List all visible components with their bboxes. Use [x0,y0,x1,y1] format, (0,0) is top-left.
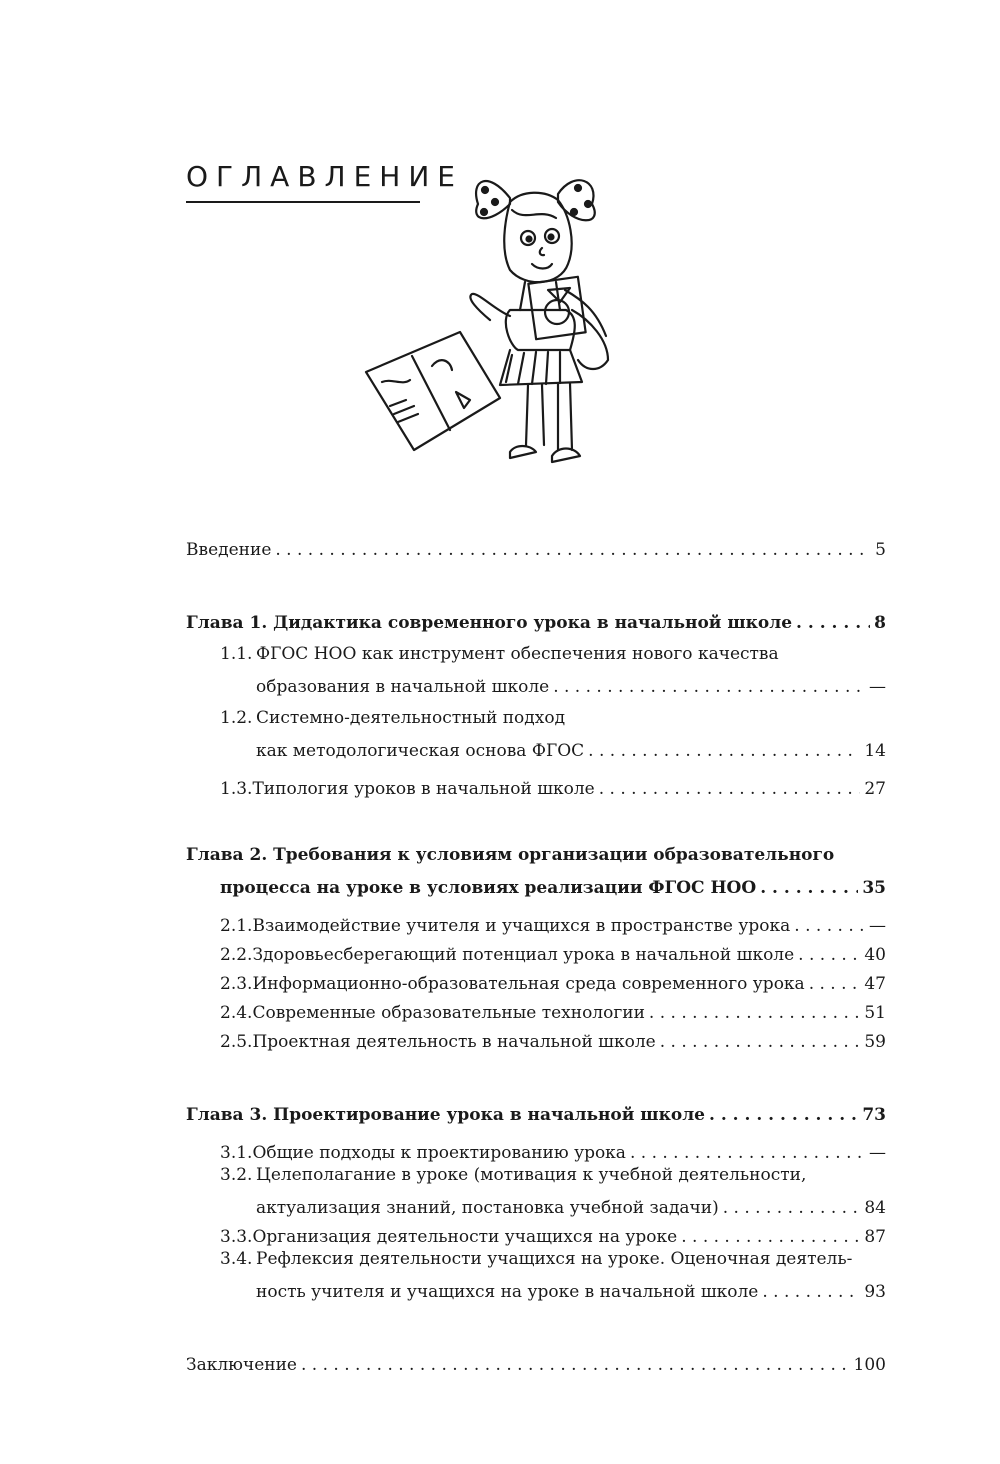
dot-leader [760,877,858,899]
toc-entry-1-2[interactable]: 1.2. Системно-деятельностный подход как методологическая основа ФГОС . . . 14 [186,707,886,762]
page-number: 27 [864,779,886,799]
dot-leader [809,973,861,995]
toc-entry-2-1[interactable]: 2.1. Взаимодействие учителя и учащихся в пространстве урока . . . — [186,908,886,937]
dot-leader [649,1002,860,1024]
page-number: 8 [874,613,886,633]
page-number: 5 [875,540,886,560]
toc-entry-chapter-3[interactable]: Глава 3. Проектирование урока в начальной школе . . . 73 [186,1097,886,1126]
dot-leader [301,1354,850,1376]
page-number: 87 [864,1227,886,1247]
page-number: — [869,916,886,936]
toc-entry-2-4[interactable]: 2.4. Современные образовательные технологии . . . 51 [186,995,886,1024]
toc-entry-conclusion[interactable]: Заключение . . . 100 [186,1347,886,1376]
dot-leader [796,612,870,634]
toc-entry-3-4[interactable]: 3.4. Рефлексия деятельности учащихся на уроке. Оценочная деятель- ность учителя и учащихся на уроке в начальной школе . . . 93 [186,1248,886,1303]
dot-leader [762,1281,860,1303]
toc-entry-2-3[interactable]: 2.3. Информационно-образовательная среда современного урока . . . 47 [186,966,886,995]
toc-entry-intro[interactable]: Введение . . . 5 [186,532,886,561]
page-number: 59 [864,1032,886,1052]
dot-leader [723,1197,861,1219]
page-number: — [869,1143,886,1163]
page-number: 93 [864,1282,886,1302]
dot-leader [681,1226,860,1248]
dot-leader [798,944,860,966]
dot-leader [588,740,860,762]
toc-entry-chapter-2[interactable]: Глава 2. Требования к условиям организации образовательного процесса на уроке в условиях реализации ФГОС НОО . . . 35 [186,844,886,899]
page-number: — [869,677,886,697]
toc-entry-3-2[interactable]: 3.2. Целеполагание в уроке (мотивация к учебной деятельности, актуализация знаний, постановка учебной задачи) . . . 84 [186,1164,886,1219]
toc-entry-1-1[interactable]: 1.1. ФГОС НОО как инструмент обеспечения нового качества образования в начальной школе . . . — [186,643,886,698]
dot-leader [553,676,865,698]
page-title: ОГЛАВЛЕНИЕ [186,160,463,193]
dot-leader [630,1142,865,1164]
page-number: 100 [853,1355,886,1375]
toc-entry-2-5[interactable]: 2.5. Проектная деятельность в начальной школе . . . 59 [186,1024,886,1053]
dot-leader [660,1031,861,1053]
page-number: 40 [864,945,886,965]
toc-entry-3-3[interactable]: 3.3. Организация деятельности учащихся на уроке . . . 87 [186,1219,886,1248]
dot-leader [599,778,861,800]
toc-entry-chapter-1[interactable]: Глава 1. Дидактика современного урока в начальной школе . . . 8 [186,605,886,634]
page-number: 73 [862,1105,886,1125]
dot-leader [794,915,865,937]
page-number: 14 [864,741,886,761]
table-of-contents [186,532,886,1376]
toc-entry-3-1[interactable]: 3.1. Общие подходы к проектированию урока . . . — [186,1135,886,1164]
page-number: 84 [864,1198,886,1218]
dot-leader [275,539,870,561]
toc-entry-2-2[interactable]: 2.2. Здоровьесберегающий потенциал урока в начальной школе . . . 40 [186,937,886,966]
toc-entry-1-3[interactable]: 1.3. Типология уроков в начальной школе . . . 27 [186,771,886,800]
girl-with-book-illustration [360,160,630,490]
page-number: 35 [862,878,886,898]
page-number: 51 [864,1003,886,1023]
page-number: 47 [864,974,886,994]
dot-leader [709,1104,858,1126]
